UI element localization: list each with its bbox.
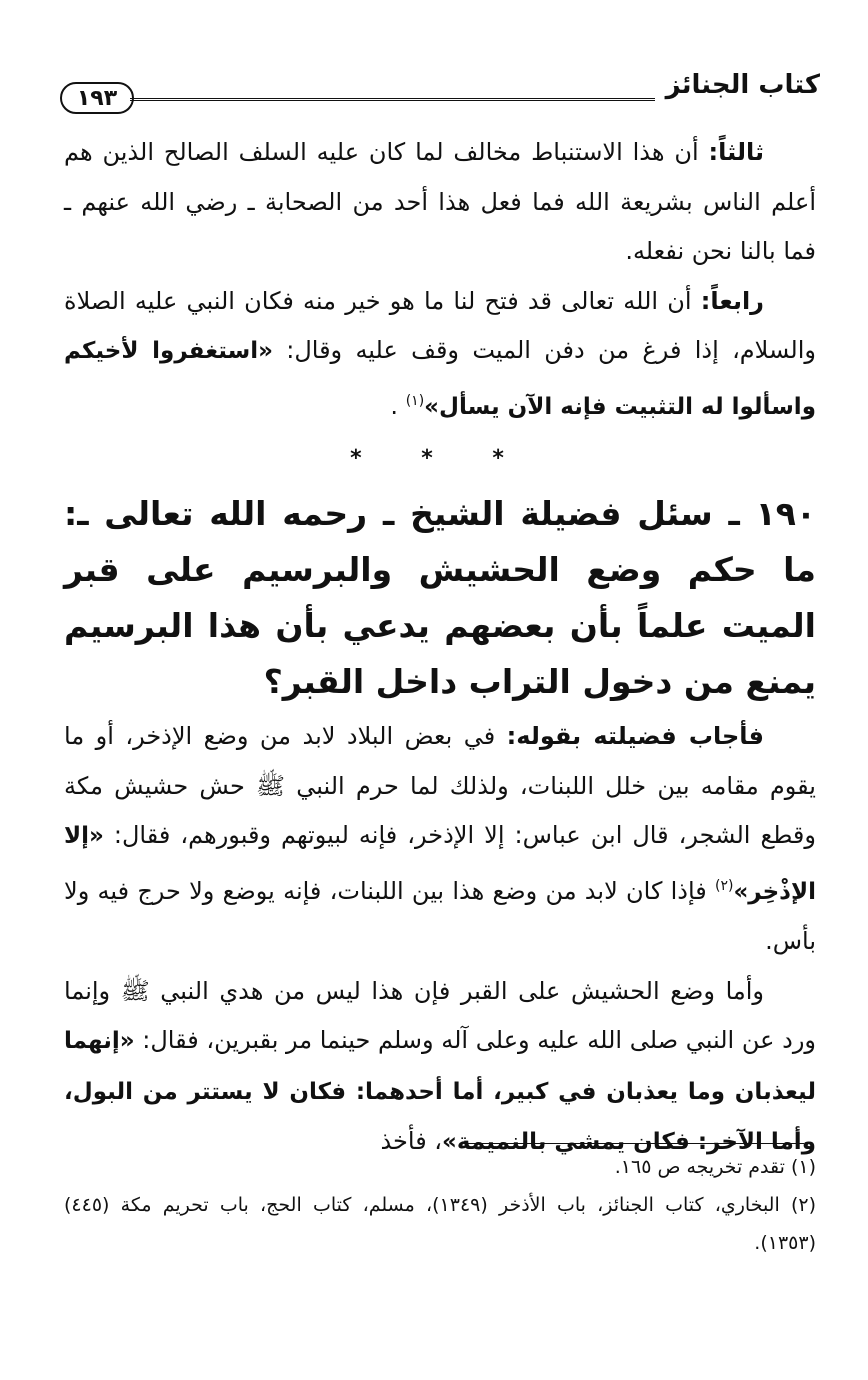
- answer-text: وأما وضع الحشيش على القبر فإن هذا ليس من هدي النبي ﷺ وإنما ورد عن النبي صلى الله عليه وعلى آله وسلم حينما مر بقبرين، فقال:: [64, 976, 816, 1054]
- hadith-quote: «إنهما ليعذبان وما يعذبان في كبير، أما أحدهما: فكان لا يستتر من البول، وأما الآخر: فكان يمشي بالنميمة»: [64, 1028, 816, 1155]
- footnote-item: (٢) البخاري، كتاب الجنائز، باب الأذخر (١٣٤٩)، مسلم، كتاب الحج، باب تحريم مكة (٤٤٥) (١٣٥٣).: [64, 1194, 817, 1254]
- hadith-quote: «إلا الإذْخِر»: [64, 823, 816, 905]
- paragraph-end: .: [390, 391, 399, 420]
- paragraph-text: أن هذا الاستنباط مخالف لما كان عليه السلف الصالح الذين هم أعلم الناس بشريعة الله فما فعل هذا أحد من الصحابة ـ رضي الله عنهم ـ فما بالنا نحن نفعله.: [64, 138, 816, 265]
- header-rule: [130, 98, 655, 101]
- paragraph-label: ثالثاً:: [708, 138, 764, 166]
- answer-text: في بعض البلاد لابد من وضع الإذخر، أو ما يقوم مقامه بين خلل اللبنات، ولذلك لما حرم النبي ﷺ حش حشيش مكة وقطع الشجر، قال ابن عباس: إلا الإذخر، فإنه لبيوتهم وقبورهم، فقال:: [64, 722, 816, 849]
- answer-paragraph-2: [64, 967, 816, 1168]
- page-number: ١٩٣: [60, 82, 134, 114]
- answer-paragraph: [64, 712, 816, 967]
- footnote-ref: (١): [405, 392, 425, 409]
- main-text: [64, 128, 816, 1168]
- footnote-ref: (٢): [714, 877, 734, 894]
- paragraph-label: رابعاً:: [700, 286, 764, 315]
- chapter-title: كتاب الجنائز: [665, 70, 820, 100]
- footnote-rule: [464, 1143, 804, 1144]
- footnote-item: (١) تقدم تخريجه ص ١٦٥.: [614, 1156, 816, 1178]
- paragraph-third: [64, 128, 816, 277]
- paragraph-text: أن الله تعالى قد فتح لنا ما هو خير منه فكان النبي عليه الصلاة والسلام، إذا فرغ من دفن الميت وقف عليه وقال:: [64, 286, 816, 364]
- section-separator: * * *: [350, 446, 530, 471]
- answer-label: فأجاب فضيلته بقوله:: [506, 722, 765, 750]
- hadith-quote: «استغفروا لأخيكم واسألوا له التثبيت فإنه الآن يسأل»: [64, 338, 816, 420]
- paragraph-fourth: [64, 277, 816, 433]
- answer-text-continued: ، فأخذ: [380, 1127, 443, 1155]
- answer-text-continued: فإذا كان لابد من وضع هذا بين اللبنات، فإنه يوضع ولا حرج فيه ولا بأس.: [64, 876, 816, 955]
- page-header: [60, 68, 820, 118]
- question-heading: ١٩٠ ـ سئل فضيلة الشيخ ـ رحمه الله تعالى ـ: ما حكم وضع الحشيش والبرسيم على قبر الميت علماً بأن بعضهم يدعي بأن هذا البرسيم يمنع من دخول التراب داخل القبر؟: [64, 494, 816, 701]
- footnotes: [64, 1148, 816, 1262]
